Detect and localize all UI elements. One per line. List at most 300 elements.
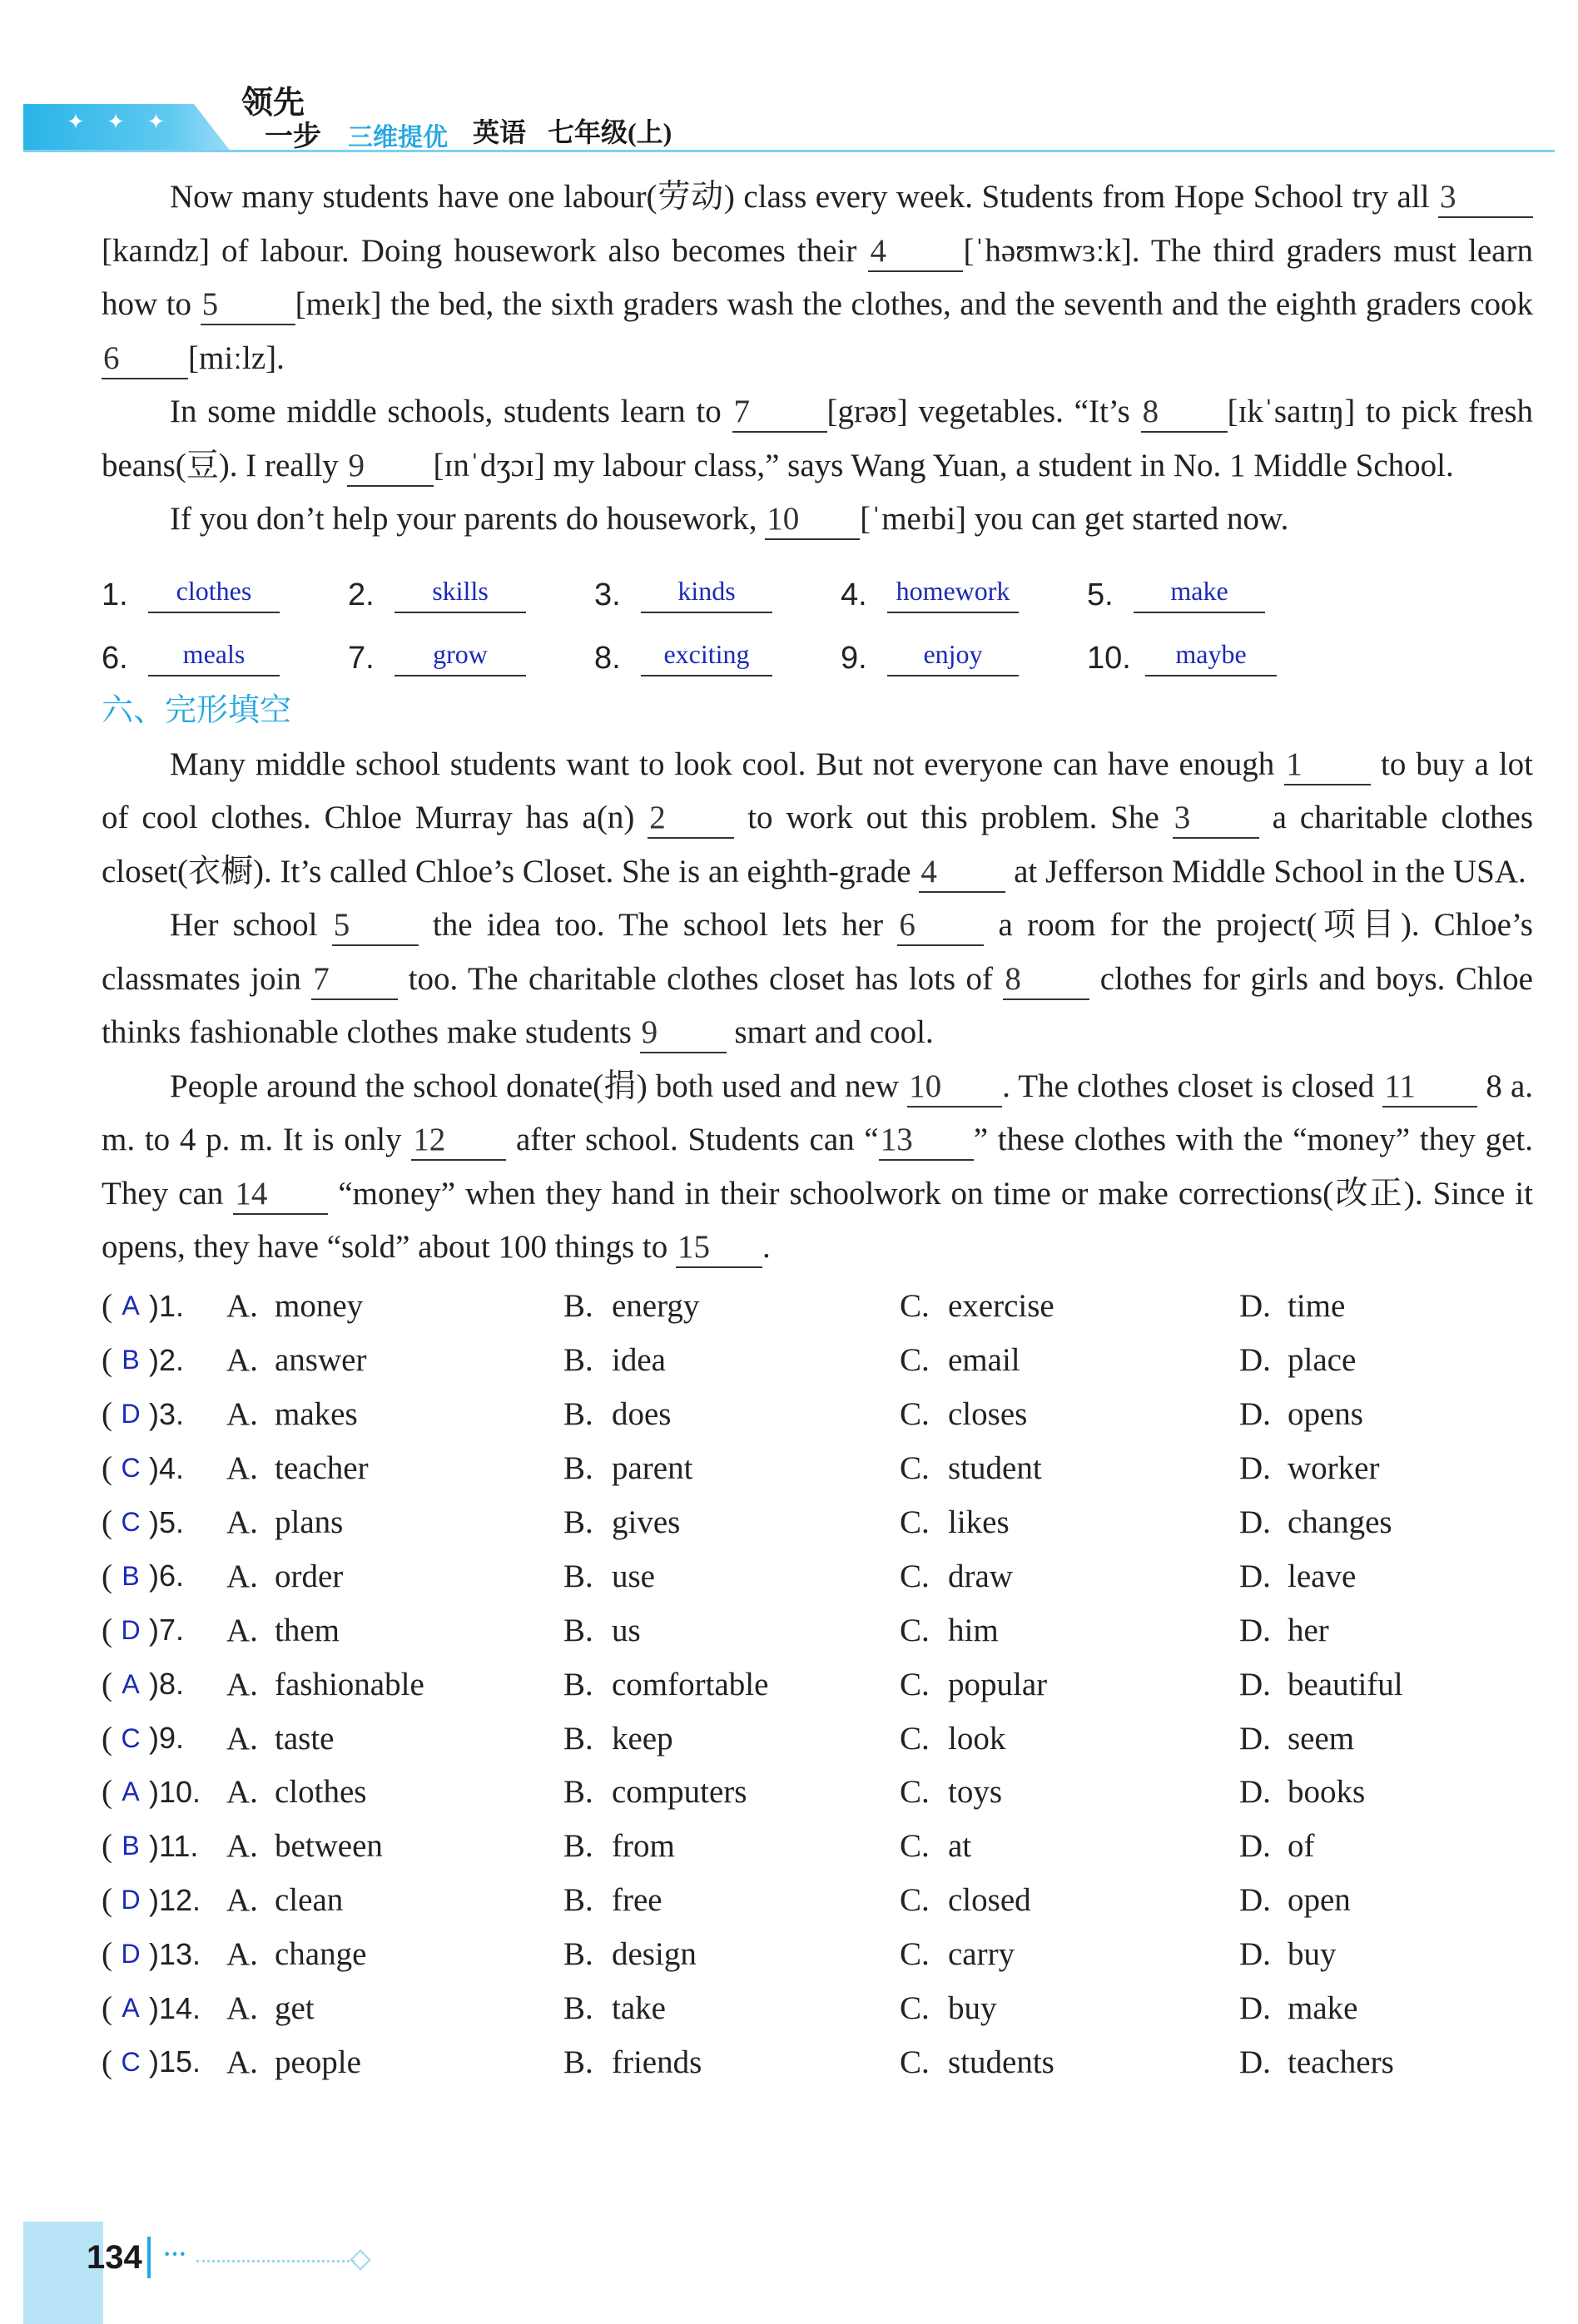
option-text: open (1288, 1882, 1351, 1919)
option-d (1239, 1990, 1489, 2027)
cloze-blank-14: 14 (233, 1175, 328, 1215)
option-a (226, 1287, 563, 1325)
option-text: worker (1288, 1450, 1380, 1487)
question-row (102, 1819, 1533, 1873)
option-text: draw (948, 1558, 1013, 1594)
cloze-paragraph-2 (102, 899, 1533, 1060)
option-text: gives (612, 1504, 681, 1540)
option-b (563, 1395, 900, 1433)
option-b (563, 1287, 900, 1325)
answer-number: 1. (102, 577, 128, 612)
page-content (102, 171, 1533, 2089)
question-number (102, 1935, 226, 1973)
open-paren: ( (102, 1558, 112, 1594)
question-row (102, 1280, 1533, 1334)
question-row (102, 1333, 1533, 1387)
option-letter: D. (1239, 1396, 1271, 1433)
open-paren: ( (102, 1288, 112, 1325)
question-number (102, 1773, 226, 1811)
option-text: him (948, 1612, 999, 1648)
option-letter: A. (226, 1558, 258, 1594)
option-letter: B. (563, 1342, 593, 1379)
option-text: parent (612, 1450, 693, 1487)
answer-value: grow (394, 639, 526, 676)
answer-value: exciting (641, 639, 772, 676)
fill-blank-9: 9 (347, 447, 434, 487)
answer-value: homework (887, 576, 1019, 613)
question-number (102, 1395, 226, 1433)
option-c (900, 2044, 1239, 2081)
option-text: friends (612, 2044, 702, 2080)
option-letter: C. (900, 1774, 930, 1811)
option-a (226, 1504, 563, 1541)
open-paren: ( (102, 1342, 112, 1379)
option-text: take (612, 1990, 666, 2027)
question-number (102, 1612, 226, 1649)
option-letter: C. (900, 1882, 930, 1919)
option-a (226, 2044, 563, 2081)
cloze-blank-13: 13 (879, 1121, 974, 1161)
option-text: clean (275, 1882, 344, 1919)
option-letter: D. (1239, 1828, 1271, 1865)
cloze-text: Her school (170, 907, 332, 943)
option-letter: C. (900, 1342, 930, 1379)
option-text: them (275, 1612, 340, 1648)
open-paren: ( (102, 1666, 112, 1702)
option-text: popular (948, 1666, 1048, 1702)
answer-choice: A (122, 1668, 140, 1699)
answer-number: 7. (348, 640, 375, 676)
question-index: )1. (149, 1288, 185, 1323)
option-text: fashionable (275, 1666, 424, 1702)
option-text: plans (275, 1504, 344, 1540)
option-letter: B. (563, 1990, 593, 2027)
answer-value: maybe (1145, 639, 1277, 676)
option-letter: C. (900, 1288, 930, 1325)
option-text: opens (1288, 1396, 1363, 1433)
option-letter: C. (900, 1504, 930, 1540)
question-number (102, 1504, 226, 1541)
option-text: comfortable (612, 1666, 769, 1702)
option-c (900, 1449, 1239, 1487)
option-c (900, 1720, 1239, 1757)
fill-blank-10: 10 (765, 500, 860, 540)
answer-value: enjoy (887, 639, 1019, 676)
cloze-text: People around the school donate(捐) both used and new (170, 1068, 908, 1104)
option-letter: A. (226, 1882, 258, 1919)
option-d (1239, 1773, 1489, 1811)
option-text: at (948, 1828, 972, 1865)
option-text: time (1288, 1288, 1346, 1325)
option-letter: A. (226, 1288, 258, 1325)
option-a (226, 1395, 563, 1433)
grade-label: 七年级(上) (548, 117, 672, 147)
option-d (1239, 1341, 1489, 1379)
passage-paragraph-1 (102, 171, 1533, 385)
passage-text: [ˈhəʊmwɜːk]. The third graders must learn how to (102, 232, 1533, 322)
option-d (1239, 1449, 1489, 1487)
question-index: )5. (149, 1504, 185, 1539)
option-text: clothes (275, 1774, 367, 1811)
option-a (226, 1341, 563, 1379)
option-letter: B. (563, 1504, 593, 1540)
answer-choice: B (122, 1560, 140, 1591)
answer-item (1087, 622, 1333, 676)
option-d (1239, 1504, 1489, 1541)
option-text: teacher (275, 1450, 369, 1487)
option-text: people (275, 2044, 361, 2080)
passage-text: In some middle schools, students learn to (170, 394, 732, 429)
option-text: energy (612, 1288, 700, 1325)
option-b (563, 1504, 900, 1541)
footer-dotted-line (196, 2260, 355, 2262)
passage-text: [miːlz]. (188, 339, 285, 376)
option-letter: D. (1239, 1936, 1271, 1973)
cloze-text: Many middle school students want to look cool. But not everyone can have enough (170, 746, 1285, 782)
option-text: her (1288, 1612, 1329, 1648)
passage-text: [ˈmeɪbi] you can get started now. (860, 501, 1289, 537)
option-c (900, 1827, 1239, 1865)
question-number (102, 1449, 226, 1487)
question-row (102, 1766, 1533, 1820)
option-letter: C. (900, 1828, 930, 1865)
option-text: closes (948, 1396, 1028, 1433)
option-d (1239, 2044, 1489, 2081)
fill-blank-5: 5 (201, 285, 295, 325)
option-c (900, 1504, 1239, 1541)
cloze-blank-7: 7 (311, 960, 398, 1000)
option-text: look (948, 1720, 1006, 1757)
cloze-text: clothes for girls and boys. Chloe thinks fashionable clothes make students (102, 960, 1533, 1050)
option-c (900, 1395, 1239, 1433)
option-letter: B. (563, 1720, 593, 1757)
question-index: )15. (149, 2044, 201, 2079)
passage-text: [grəʊ] vegetables. “It’s (826, 394, 1141, 429)
question-row (102, 1927, 1533, 1981)
option-a (226, 1558, 563, 1595)
option-letter: B. (563, 1612, 593, 1648)
option-letter: B. (563, 2044, 593, 2080)
option-b (563, 1341, 900, 1379)
option-text: makes (275, 1396, 358, 1433)
passage-text: [ɪkˈsaɪtɪŋ] to pick fresh beans(豆). I really (102, 394, 1533, 483)
option-text: of (1288, 1828, 1315, 1865)
option-letter: A. (226, 2044, 258, 2080)
answer-key-grid (102, 558, 1533, 676)
option-d (1239, 1935, 1489, 1973)
answer-item (594, 558, 841, 613)
option-letter: B. (563, 1882, 593, 1919)
question-row (102, 2035, 1533, 2089)
option-text: use (612, 1558, 655, 1594)
brand-title-bottom: 一步 (265, 121, 321, 152)
cloze-text: ” these clothes with the “money” they get. They can (102, 1122, 1534, 1212)
cloze-blank-5: 5 (332, 906, 419, 946)
answer-choice: A (122, 1993, 140, 2024)
section-title-cloze: 六、完形填空 (102, 692, 292, 728)
option-letter: B. (563, 1936, 593, 1973)
option-c (900, 1558, 1239, 1595)
option-letter: D. (1239, 1720, 1271, 1757)
question-index: )7. (149, 1613, 185, 1648)
option-text: leave (1288, 1558, 1357, 1594)
option-text: from (612, 1828, 675, 1865)
option-text: likes (948, 1504, 1010, 1540)
option-letter: A. (226, 1774, 258, 1811)
answer-choice: C (121, 1507, 141, 1537)
answer-item (102, 558, 348, 613)
answer-choice: B (122, 1345, 140, 1375)
answer-item (841, 622, 1087, 676)
cloze-blank-2: 2 (648, 799, 734, 839)
page-number: 134 (87, 2237, 151, 2278)
option-a (226, 1449, 563, 1487)
question-index: )8. (149, 1667, 185, 1702)
cloze-blank-3: 3 (1173, 799, 1259, 839)
option-letter: C. (900, 1666, 930, 1702)
option-a (226, 1612, 563, 1649)
question-number (102, 1287, 226, 1325)
option-a (226, 1935, 563, 1973)
question-row (102, 1549, 1533, 1603)
fill-blank-7: 7 (732, 393, 827, 433)
option-text: does (612, 1396, 672, 1433)
option-letter: C. (900, 1450, 930, 1487)
option-letter: D. (1239, 1450, 1271, 1487)
option-a (226, 1827, 563, 1865)
option-letter: B. (563, 1774, 593, 1811)
option-a (226, 1881, 563, 1919)
answer-value: meals (148, 639, 280, 676)
option-text: change (275, 1936, 367, 1973)
option-text: carry (948, 1936, 1015, 1973)
option-b (563, 1773, 900, 1811)
option-d (1239, 1395, 1489, 1433)
option-text: answer (275, 1342, 367, 1379)
option-letter: C. (900, 1558, 930, 1594)
option-letter: A. (226, 1720, 258, 1757)
question-number (102, 1720, 226, 1757)
question-row (102, 1873, 1533, 1927)
cloze-blank-6: 6 (897, 906, 984, 946)
question-index: )10. (149, 1774, 201, 1809)
option-letter: C. (900, 1612, 930, 1648)
option-text: design (612, 1936, 697, 1973)
answer-number: 10. (1087, 640, 1131, 676)
answer-choice: D (121, 1885, 141, 1915)
open-paren: ( (102, 1720, 112, 1757)
option-text: email (948, 1342, 1020, 1379)
option-text: place (1288, 1342, 1357, 1379)
fill-blank-6: 6 (102, 339, 188, 379)
question-index: )2. (149, 1342, 185, 1377)
cloze-text: “money” when they hand in their schoolwork on time or make corrections(改正). Since it opens, they have “sold” about 100 things to (102, 1175, 1533, 1265)
option-letter: D. (1239, 1666, 1271, 1702)
option-b (563, 1558, 900, 1595)
option-b (563, 1827, 900, 1865)
answer-item (348, 558, 594, 613)
option-letter: C. (900, 1990, 930, 2027)
open-paren: ( (102, 1504, 112, 1540)
question-number (102, 1827, 226, 1865)
cloze-text: . (762, 1229, 771, 1265)
fill-blank-8: 8 (1141, 393, 1228, 433)
cloze-blank-9: 9 (640, 1013, 727, 1053)
answer-choice: A (122, 1291, 140, 1321)
option-letter: A. (226, 1450, 258, 1487)
open-paren: ( (102, 1774, 112, 1811)
option-d (1239, 1612, 1489, 1649)
option-letter: D. (1239, 1882, 1271, 1919)
option-letter: A. (226, 1612, 258, 1648)
option-letter: B. (563, 1558, 593, 1594)
cloze-blank-8: 8 (1003, 960, 1089, 1000)
cloze-text: smart and cool. (726, 1014, 934, 1050)
question-row (102, 1658, 1533, 1712)
option-c (900, 1287, 1239, 1325)
subject-label: 英语 (473, 117, 527, 147)
fill-blank-4: 4 (868, 232, 963, 272)
answer-number: 9. (841, 640, 867, 676)
question-index: )11. (149, 1828, 199, 1863)
option-letter: D. (1239, 1612, 1271, 1648)
page-footer (0, 2205, 1578, 2324)
option-a (226, 1666, 563, 1703)
option-text: teachers (1288, 2044, 1394, 2080)
option-letter: A. (226, 1666, 258, 1702)
answer-choice: D (121, 1614, 141, 1645)
option-letter: B. (563, 1666, 593, 1702)
cloze-text: to buy a lot of cool clothes. Chloe Murray has a(n) (102, 746, 1533, 835)
answer-choice: A (122, 1776, 140, 1807)
option-letter: C. (900, 1720, 930, 1757)
option-c (900, 1990, 1239, 2027)
option-b (563, 1720, 900, 1757)
answer-choice: D (121, 1399, 141, 1430)
question-row (102, 1441, 1533, 1495)
answer-number: 8. (594, 640, 621, 676)
option-text: taste (275, 1720, 335, 1757)
answer-item (594, 622, 841, 676)
multiple-choice-list (102, 1280, 1533, 2089)
option-letter: C. (900, 2044, 930, 2080)
option-d (1239, 1720, 1489, 1757)
option-letter: D. (1239, 1342, 1271, 1379)
option-letter: B. (563, 1828, 593, 1865)
question-index: )3. (149, 1396, 185, 1431)
option-text: closed (948, 1882, 1031, 1919)
option-letter: C. (900, 1396, 930, 1433)
option-text: exercise (948, 1288, 1054, 1325)
cloze-text: 8 a. m. to 4 p. m. It is only (102, 1068, 1534, 1157)
option-b (563, 1990, 900, 2027)
option-text: get (275, 1990, 315, 2027)
option-d (1239, 1827, 1489, 1865)
option-text: make (1288, 1990, 1358, 2027)
footer-dots: ··· (163, 2242, 187, 2267)
option-text: toys (948, 1774, 1003, 1811)
answer-item (348, 622, 594, 676)
option-text: buy (1288, 1936, 1337, 1973)
option-a (226, 1990, 563, 2027)
question-index: )13. (149, 1936, 201, 1971)
cloze-text: to work out this problem. She (734, 800, 1173, 835)
cloze-blank-4: 4 (919, 853, 1005, 893)
answer-item (841, 558, 1087, 613)
option-text: changes (1288, 1504, 1392, 1540)
question-index: )14. (149, 1990, 201, 2025)
cloze-blank-15: 15 (676, 1228, 762, 1268)
option-text: free (612, 1882, 662, 1919)
question-index: )6. (149, 1558, 185, 1593)
answer-choice: C (121, 2046, 141, 2077)
cloze-blank-11: 11 (1382, 1068, 1477, 1107)
answer-value: clothes (148, 576, 280, 613)
option-c (900, 1881, 1239, 1919)
cloze-text: . The clothes closet is closed (1002, 1068, 1383, 1104)
answer-number: 4. (841, 577, 867, 612)
option-c (900, 1341, 1239, 1379)
question-number (102, 1990, 226, 2027)
cloze-text: the idea too. The school lets her (418, 907, 898, 943)
option-letter: D. (1239, 1288, 1271, 1325)
answer-number: 3. (594, 577, 621, 612)
diamond-icon (350, 2249, 370, 2270)
open-paren: ( (102, 1396, 112, 1433)
open-paren: ( (102, 2044, 112, 2080)
passage-text: [ɪnˈdʒɔɪ] my labour class,” says Wang Yuan, a student in No. 1 Middle School. (433, 447, 1454, 483)
option-letter: B. (563, 1288, 593, 1325)
cloze-text: at Jefferson Middle School in the USA. (1005, 853, 1526, 889)
option-text: seem (1288, 1720, 1355, 1757)
option-text: student (948, 1450, 1042, 1487)
answer-value: skills (394, 576, 526, 613)
option-letter: D. (1239, 1990, 1271, 2027)
option-letter: D. (1239, 2044, 1271, 2080)
passage-paragraph-3 (102, 493, 1533, 547)
answer-item (1087, 558, 1333, 613)
option-letter: A. (226, 1828, 258, 1865)
answer-item (102, 622, 348, 676)
passage-paragraph-2 (102, 385, 1533, 493)
option-letter: B. (563, 1450, 593, 1487)
fill-blank-3: 3 (1438, 178, 1533, 218)
question-row (102, 1981, 1533, 2035)
option-text: keep (612, 1720, 673, 1757)
answer-choice: C (121, 1453, 141, 1484)
answer-value: kinds (641, 576, 772, 613)
question-row (102, 1603, 1533, 1658)
open-paren: ( (102, 1882, 112, 1919)
question-index: )12. (149, 1882, 201, 1917)
header-rule (23, 150, 1555, 152)
option-letter: A. (226, 1396, 258, 1433)
cloze-text: a charitable clothes closet(衣橱). It’s called Chloe’s Closet. She is an eighth-grade (102, 800, 1534, 889)
question-index: )9. (149, 1721, 185, 1756)
option-text: students (948, 2044, 1054, 2080)
passage-text: If you don’t help your parents do housework, (170, 501, 766, 537)
question-row (102, 1495, 1533, 1549)
brand-title-top: 领先 (241, 86, 305, 121)
option-text: money (275, 1288, 364, 1325)
option-c (900, 1773, 1239, 1811)
question-index: )4. (149, 1450, 185, 1485)
cloze-paragraph-3 (102, 1060, 1533, 1275)
option-text: beautiful (1288, 1666, 1403, 1702)
option-letter: D. (1239, 1504, 1271, 1540)
answer-choice: D (121, 1939, 141, 1970)
option-c (900, 1935, 1239, 1973)
